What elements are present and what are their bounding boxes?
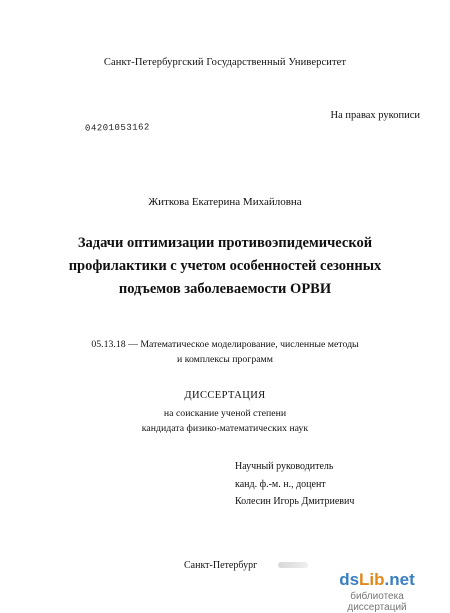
- city-name: Санкт-Петербург: [184, 560, 258, 571]
- author-name: Житкова Екатерина Михайловна: [148, 196, 302, 208]
- supervisor-block: Научный руководитель канд. ф.-м. н., доцент Колесин Игорь Дмитриевич: [235, 461, 355, 507]
- manuscript-rights: На правах рукописи: [330, 110, 420, 121]
- logo-part-net: .net: [384, 570, 415, 589]
- archive-stamp-number: 04201053162: [84, 122, 151, 134]
- university-name: Санкт-Петербургский Государственный Университет: [103, 57, 347, 68]
- degree-description: на соискание ученой степени кандидата физико-математических наук: [141, 408, 309, 434]
- specialty-code: 05.13.18 — Математическое моделирование, численные методы и комплексы программ: [91, 339, 359, 365]
- logo-subtitle: библиотека диссертаций: [347, 591, 407, 613]
- dissertation-title: Задачи оптимизации противоэпидемической профилактики с учетом особенностей сезонных подъемов заболеваемости ОРВИ: [68, 235, 382, 297]
- dslib-logo[interactable]: [322, 571, 432, 613]
- year-blur-mark: [278, 562, 308, 568]
- logo-part-lib: Lib: [359, 570, 385, 589]
- logo-part-ds: ds: [339, 570, 360, 589]
- document-type-heading: ДИССЕРТАЦИЯ: [184, 390, 266, 401]
- logo-wordmark: [322, 571, 432, 589]
